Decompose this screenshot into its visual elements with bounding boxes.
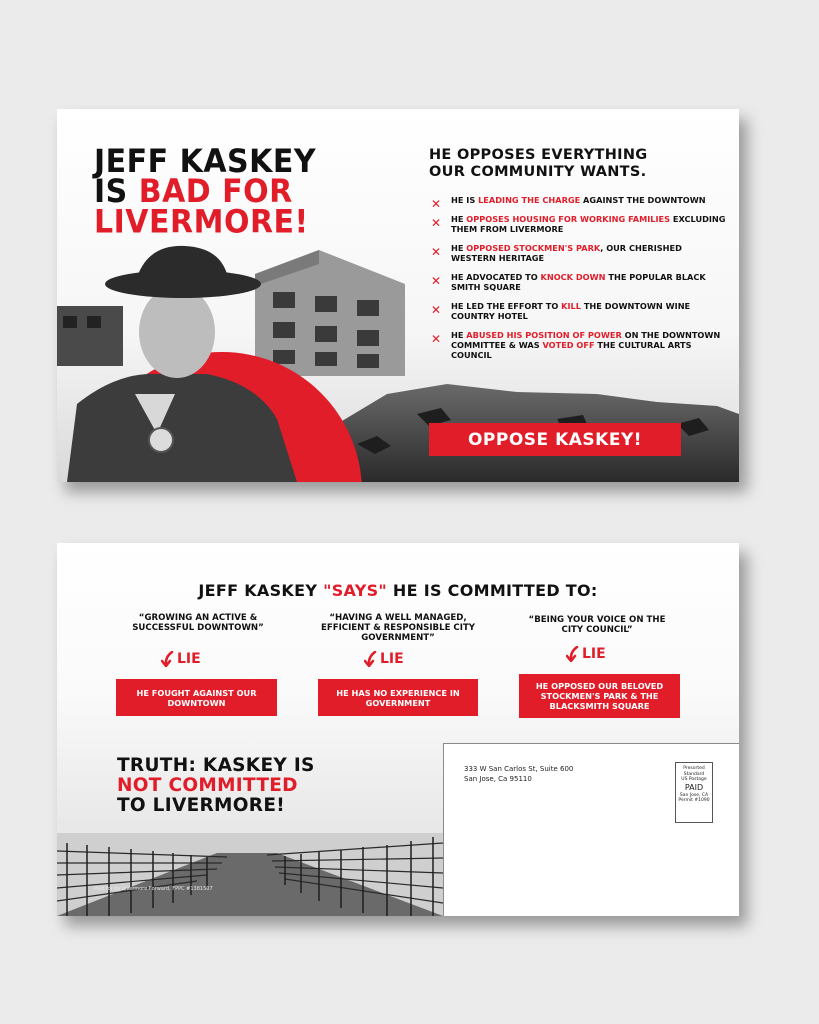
claim-quote-1: “GROWING AN ACTIVE & SUCCESSFUL DOWNTOWN” (132, 613, 264, 633)
arrow-down-icon (566, 646, 580, 662)
fact-box-3: HE OPPOSED OUR BELOVED STOCKMEN'S PARK & THE BLACKSMITH SQUARE (519, 674, 680, 718)
postage-line: US Postage (681, 777, 707, 782)
bullet-text: THE POPULAR BLACK SMITH SQUARE (451, 272, 706, 292)
x-mark-icon: ✕ (431, 245, 442, 259)
bullet-text: HE LED THE EFFORT TO (451, 301, 562, 311)
arrow-down-icon (364, 651, 378, 667)
lie-label-1 (161, 651, 201, 667)
x-mark-icon: ✕ (431, 274, 442, 288)
x-mark-icon: ✕ (431, 332, 442, 346)
bullet-text: AGAINST THE DOWNTOWN (580, 195, 706, 205)
lie-text: LIE (380, 651, 404, 667)
postage-line: San Jose, CA (679, 792, 709, 798)
says-title-a: JEFF KASKEY (198, 581, 324, 600)
fact-box-2: HE HAS NO EXPERIENCE IN GOVERNMENT (318, 679, 478, 716)
lie-label-2 (364, 651, 404, 667)
bullet-text: HE IS (451, 195, 479, 205)
postage-line: Permit #1090 (678, 798, 710, 803)
bullet-highlight: LEADING THE CHARGE (478, 195, 581, 205)
headline-is: IS (94, 172, 139, 211)
says-title (57, 581, 739, 600)
lie-text: LIE (177, 651, 201, 667)
headline-bad-for: BAD FOR (138, 172, 293, 211)
truth-line-1: TRUTH: KASKEY IS (117, 755, 315, 776)
headline-line-1: JEFF KASKEY (94, 142, 317, 181)
address-line-1: 333 W San Carlos St, Suite 600 (464, 765, 574, 773)
opposition-list (429, 195, 729, 360)
lie-text: LIE (582, 646, 606, 662)
list-item (429, 243, 729, 263)
truth-line-3: TO LIVERMORE! (117, 795, 286, 816)
postage-indicia (675, 762, 713, 823)
left-building (57, 306, 123, 366)
list-item (429, 272, 729, 292)
opposition-column (429, 147, 729, 369)
list-item (429, 330, 729, 360)
bullet-text: HE (451, 214, 467, 224)
opposes-title (429, 147, 729, 181)
bullet-highlight: ABUSED HIS POSITION OF POWER (466, 330, 622, 340)
truth-headline (117, 756, 315, 816)
mailer-front (57, 109, 739, 482)
headline-line-3: LIVERMORE! (94, 203, 309, 241)
bullet-text: ON THE DOWNTOWN COMMITTEE & WAS (451, 330, 721, 350)
claim-quote-2: “HAVING A WELL MANAGED, EFFICIENT & RESPONSIBLE CITY GOVERNMENT” (320, 613, 476, 643)
paid-for-disclaimer: Paid for by Livermore Forward, FPPC #1381507 (94, 886, 213, 892)
bullet-text: HE ADVOCATED TO (451, 272, 541, 282)
bullet-highlight: OPPOSED STOCKMEN'S PARK (466, 243, 601, 253)
postage-line: Standard (683, 771, 705, 777)
mailer-back (57, 543, 739, 916)
x-mark-icon: ✕ (431, 303, 442, 317)
mailing-panel (443, 743, 739, 916)
x-mark-icon: ✕ (431, 216, 442, 230)
bullet-text: , OUR CHERISHED WESTERN HERITAGE (451, 243, 682, 263)
says-title-b: HE IS COMMITTED TO: (387, 581, 598, 600)
postage-paid: PAID (684, 782, 704, 792)
bullet-text: HE (451, 330, 467, 340)
says-title-red: "SAYS" (323, 581, 388, 600)
bullet-highlight: KILL (561, 301, 581, 311)
bullet-text: THE CULTURAL ARTS COUNCIL (451, 340, 692, 360)
oppose-kaskey-banner: OPPOSE KASKEY! (429, 423, 681, 456)
fact-box-1: HE FOUGHT AGAINST OUR DOWNTOWN (116, 679, 277, 716)
bullet-highlight: OPPOSES HOUSING FOR WORKING FAMILIES (466, 214, 671, 224)
truth-line-2: NOT COMMITTED (117, 775, 298, 796)
opposes-title-line-1: HE OPPOSES EVERYTHING (429, 147, 648, 163)
opposes-title-line-2: OUR COMMUNITY WANTS. (429, 164, 647, 180)
bullet-text: EXCLUDING THEM FROM LIVERMORE (451, 214, 726, 234)
return-address (464, 764, 573, 784)
address-line-2: San Jose, Ca 95110 (464, 775, 532, 783)
hotel-building (255, 250, 405, 376)
postage-line: Presorted (683, 766, 705, 771)
vineyard-photo (57, 833, 443, 916)
front-headline (94, 142, 394, 241)
x-mark-icon: ✕ (431, 197, 442, 211)
bullet-text: THE DOWNTOWN WINE COUNTRY HOTEL (451, 301, 691, 321)
list-item (429, 214, 729, 234)
claim-quote-3: “BEING YOUR VOICE ON THE CITY COUNCIL” (528, 615, 666, 635)
lie-label-3 (566, 646, 606, 662)
list-item (429, 301, 729, 321)
bullet-highlight: KNOCK DOWN (540, 272, 606, 282)
bullet-text: HE (451, 243, 467, 253)
arrow-down-icon (161, 651, 175, 667)
list-item (429, 195, 729, 211)
bullet-highlight: VOTED OFF (542, 340, 595, 350)
